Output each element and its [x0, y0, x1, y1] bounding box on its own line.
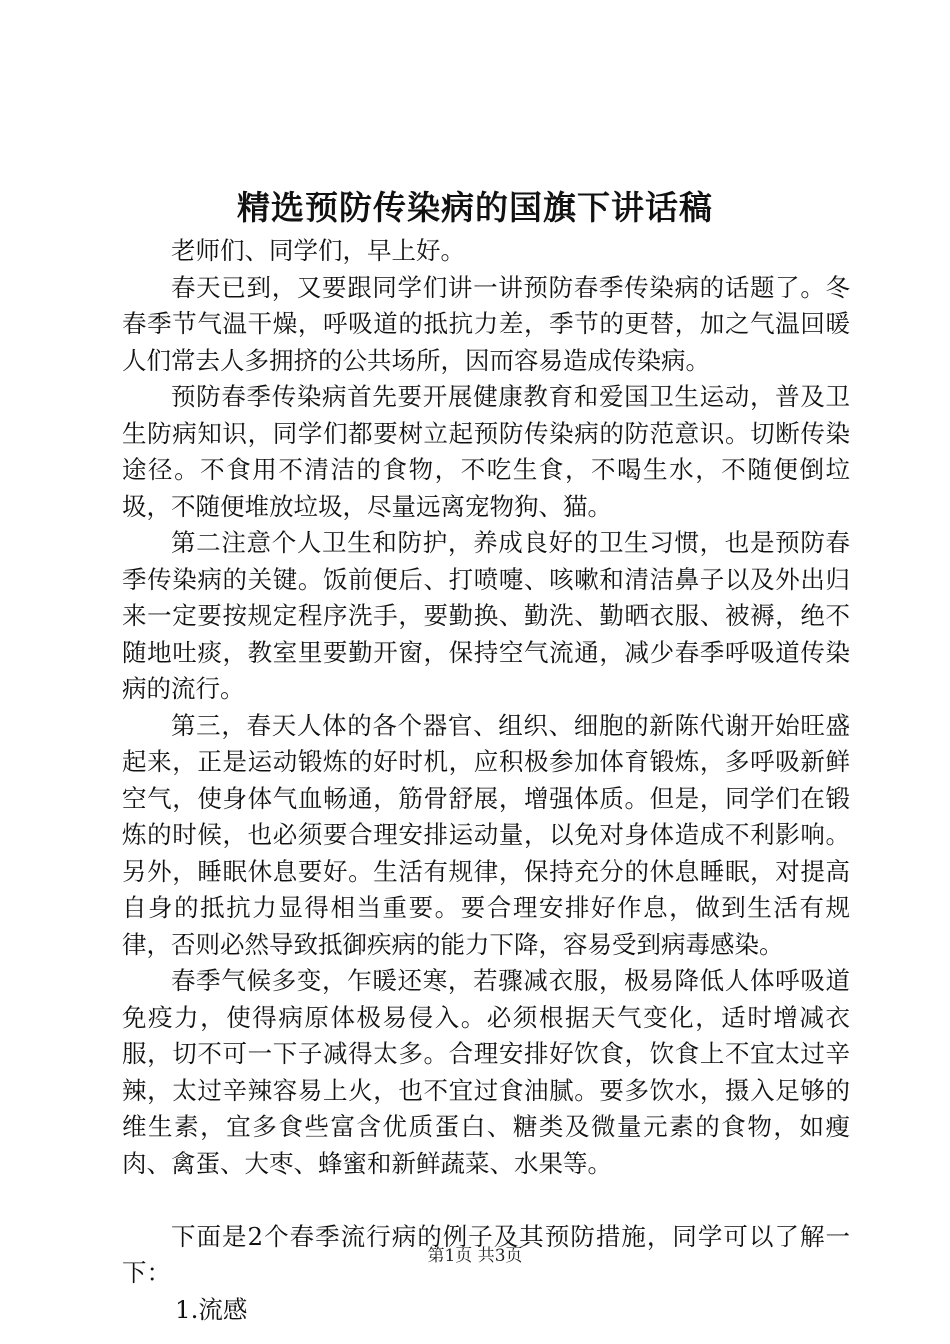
page-footer: 第1页 共3页 [427, 1246, 523, 1266]
hygiene-paragraph: 第二注意个人卫生和防护，养成良好的卫生习惯，也是预防春季传染病的关键。饭前便后、打喷嚏、咳嗽和清洁鼻子以及外出归来一定要按规定程序洗手，要勤换、勤洗、勤晒衣服、被褥，绝不随地吐痰，教室里要勤开窗，保持空气流通，减少春季呼吸道传染病的流行。 [122, 528, 850, 703]
examples-intro-paragraph: 下面是2个春季流行病的例子及其预防措施，同学可以了解一下： [122, 1221, 850, 1287]
climate-diet-paragraph: 春季气候多变，乍暖还寒，若骤减衣服，极易降低人体呼吸道免疫力，使得病原体极易侵入。必须根据天气变化，适时增减衣服，切不可一下子减得太多。合理安排好饮食，饮食上不宜太过辛辣，太过辛辣容易上火，也不宜过食油腻。要多饮水，摄入足够的维生素，宜多食些富含优质蛋白、糖类及微量元素的食物，如瘦肉、禽蛋、大枣、蜂蜜和新鲜蔬菜、水果等。 [122, 966, 850, 1178]
prevention-paragraph: 预防春季传染病首先要开展健康教育和爱国卫生运动，普及卫生防病知识，同学们都要树立起预防传染病的防范意识。切断传染途径。不食用不清洁的食物，不吃生食，不喝生水，不随便倒垃圾，不随便堆放垃圾，尽量远离宠物狗、猫。 [122, 382, 850, 521]
exercise-paragraph: 第三，春天人体的各个器官、组织、细胞的新陈代谢开始旺盛起来，正是运动锻炼的好时机，应积极参加体育锻炼，多呼吸新鲜空气，使身体气血畅通，筋骨舒展，增强体质。但是，同学们在锻炼的时候，也必须要合理安排运动量，以免对身体造成不利影响。另外，睡眠休息要好。生活有规律，保持充分的休息睡眠，对提高自身的抵抗力显得相当重要。要合理安排好作息，做到生活有规律，否则必然导致抵御疾病的能力下降，容易受到病毒感染。 [122, 710, 850, 959]
greeting-paragraph: 老师们、同学们，早上好。 [171, 236, 465, 265]
document-body [122, 233, 850, 1328]
document-title: 精选预防传染病的国旗下讲话稿 [237, 188, 713, 227]
intro-paragraph: 春天已到，又要跟同学们讲一讲预防春季传染病的话题了。冬春季节气温干燥，呼吸道的抵抗力差，季节的更替，加之气温回暖人们常去人多拥挤的公共场所，因而容易造成传染病。 [122, 272, 850, 375]
list-item-flu: 1.流感 [175, 1294, 248, 1324]
